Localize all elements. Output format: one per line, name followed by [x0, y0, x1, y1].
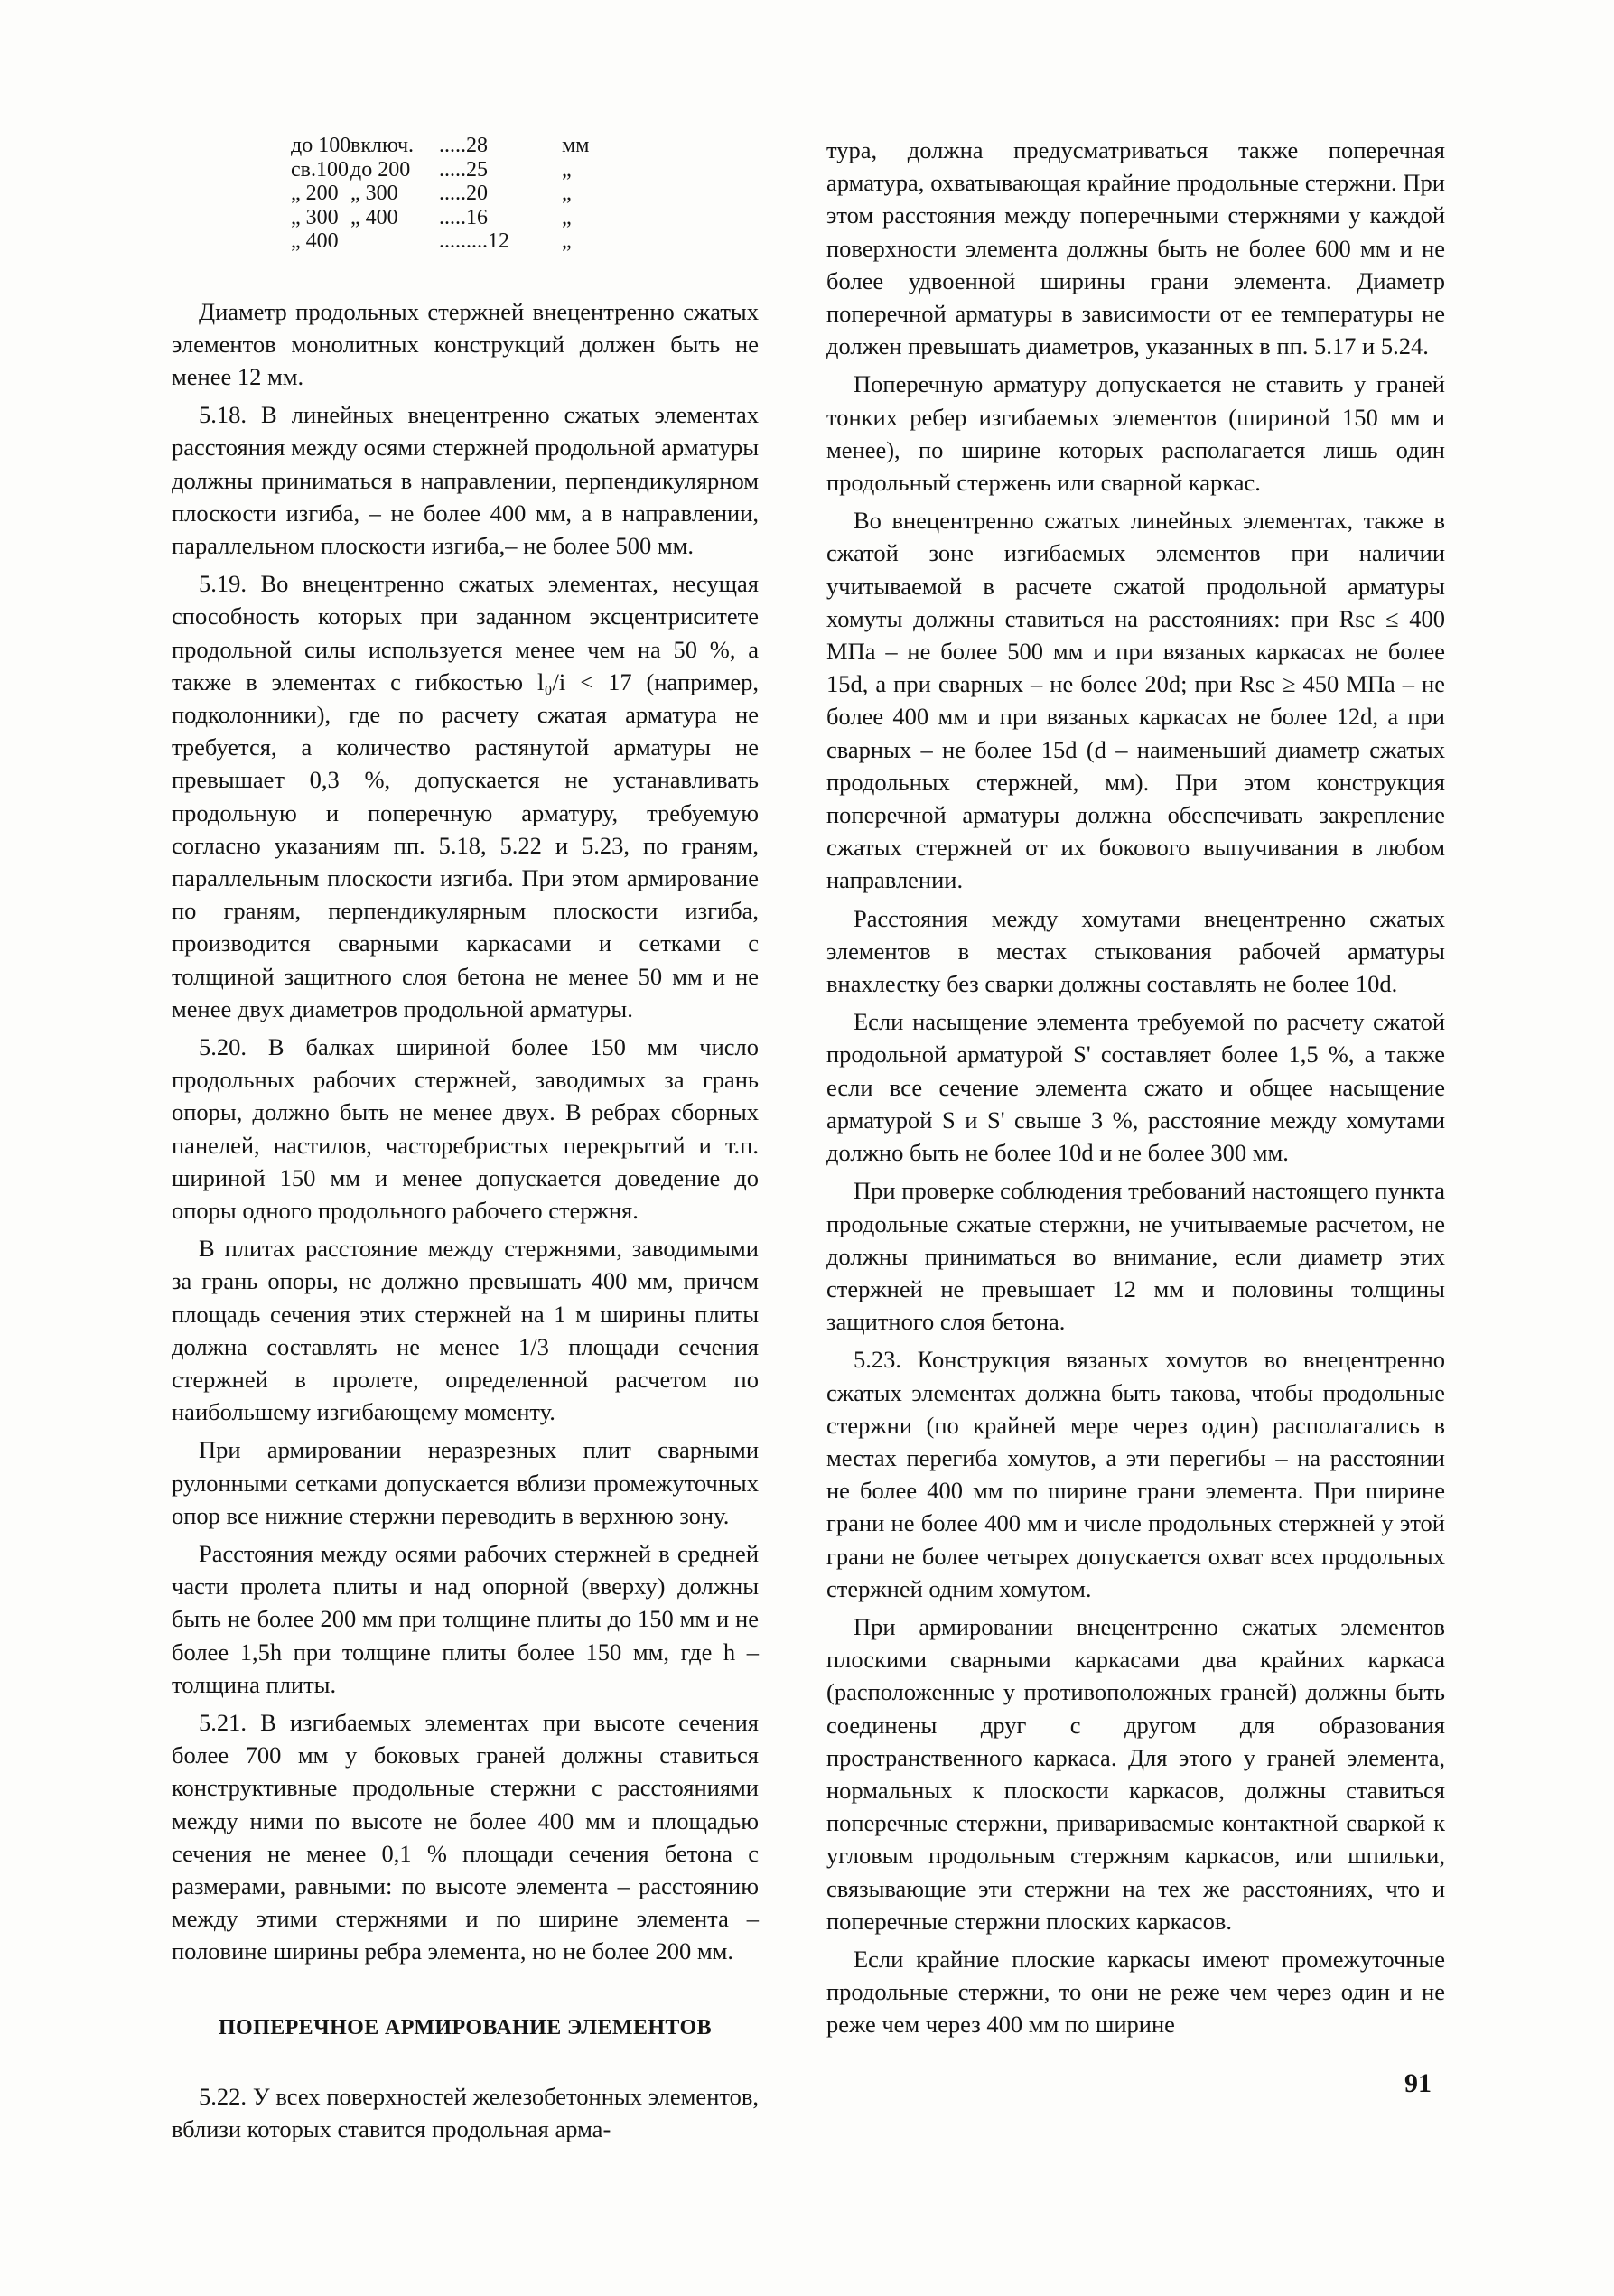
rebar-diameter-table: [291, 134, 759, 254]
paragraph: Если насыщение элемента требуемой по расчету сжатой продольной арматурой S' составляет более 1,5 %, а также если все сечение элемента сжато и общее насыщение арматурой S и S' свыше 3 %, расстояние между хомутами должно быть не более 10d и не более 300 мм.: [826, 1008, 1445, 1167]
paragraph: При армировании неразрезных плит сварными рулонными сетками допускается вблизи промежуточных опор все нижние стержни переводить в верхнюю зону.: [172, 1436, 759, 1529]
table-row: „ 300 „ 400 .....16 „: [291, 205, 572, 229]
table-row: св.100 до 200 .....25 „: [291, 157, 572, 182]
right-column: [826, 134, 1445, 2047]
page-number: 91: [1404, 2068, 1432, 2098]
paragraph: При проверке соблюдения требований настоящего пункта продольные сжатые стержни, не учитываемые расчетом, не должны приниматься во внимание, если диаметр этих стержней не превышает 12 мм и половины толщины защитного слоя бетона.: [826, 1177, 1445, 1336]
section-heading: ПОПЕРЕЧНОЕ АРМИРОВАНИЕ ЭЛЕМЕНТОВ: [218, 2015, 712, 2039]
table-row: „ 400 .........12 „: [291, 229, 572, 253]
left-column: [172, 134, 759, 2151]
paragraph-continued: тура, должна предусматриваться также поперечная арматура, охватывающая крайние продольные стержни. При этом расстояния между поперечными стержнями у каждой поверхности элемента должны быть не более 600 мм и не более удвоенной ширины грани элемента. Диаметр поперечной арматуры в зависимости от ее температуры не должен превышать диаметров, указанных в пп. 5.17 и 5.24.: [826, 136, 1445, 360]
paragraph: Диаметр продольных стержней внецентренно сжатых элементов монолитных конструкций должен быть не менее 12 мм.: [172, 297, 759, 390]
paragraph: Если крайние плоские каркасы имеют промежуточные продольные стержни, то они не реже чем через один и не реже чем через 400 мм по ширине: [826, 1945, 1445, 2039]
paragraph-5-18: 5.18. В линейных внецентренно сжатых элементах расстояния между осями стержней продольной арматуры должны приниматься в направлении, перпендикулярном плоскости изгиба, – не более 400 мм, а в направлении, параллельном плоскости изгиба,– не более 500 мм.: [172, 401, 759, 559]
paragraph: Расстояния между хомутами внецентренно сжатых элементов в местах стыкования рабочей арматуры внахлестку без сварки должны составлять не более 10d.: [826, 904, 1445, 998]
paragraph-5-19: 5.19. Во внецентренно сжатых элементах, несущая способность которых при заданном эксцентриситете продольной силы используется менее чем на 50 %, а также в элементах с гибкостью l₀/i < 17 (например, подколонники), где по расчету сжатая арматура не требуется, а количество растянутой арматуры не превышает 0,3 %, допускается не устанавливать продольную и поперечную арматуру, требуемую согласно указаниям пп. 5.18, 5.22 и 5.23, по граням, параллельным плоскости изгиба. При этом армирование по граням, перпендикулярным плоскости изгиба, производится сварными каркасами и сетками с толщиной защитного слоя бетона не менее 50 мм и не менее двух диаметров продольной арматуры.: [172, 570, 759, 1022]
paragraph-5-21: 5.21. В изгибаемых элементах при высоте сечения более 700 мм у боковых граней должны ставиться конструктивные продольные стержни с расстояниями между ними по высоте не более 400 мм и площадью сечения не менее 0,1 % площади сечения бетона с размерами, равными: по высоте элемента – расстоянию между этими стержнями и по ширине элемента – половине ширины ребра элемента, но не более 200 мм.: [172, 1709, 759, 1965]
paragraph: При армировании внецентренно сжатых элементов плоскими сварными каркасами два крайних каркаса (расположенные у противоположных граней) должны быть соединены друг с другом для образования пространственного каркаса. Для этого у граней элемента, нормальных к плоскости каркасов, должны ставиться поперечные стержни, привариваемые контактной сваркой к угловым продольным стержням каркасов, или шпильки, связывающие эти стержни на тех же расстояниях, что и поперечные стержни плоских каркасов.: [826, 1612, 1445, 1935]
paragraph: В плитах расстояние между стержнями, заводимыми за грань опоры, не должно превышать 400 мм, причем площадь сечения этих стержней на 1 м ширины плиты должна составлять не менее 1/3 площади сечения стержней в пролете, определенной расчетом по наибольшему изгибающему моменту.: [172, 1235, 759, 1426]
paragraph-5-20: 5.20. В балках шириной более 150 мм число продольных рабочих стержней, заводимых за грань опоры, должно быть не менее двух. В ребрах сборных панелей, настилов, часторебристых перекрытий и т.п. шириной 150 мм и менее допускается доведение до опоры одного продольного рабочего стержня.: [172, 1032, 759, 1224]
paragraph-5-23: 5.23. Конструкция вязаных хомутов во внецентренно сжатых элементах должна быть такова, чтобы продольные стержни (по крайней мере через один) располагались в местах перегиба хомутов, а эти перегибы – на расстоянии не более 400 мм по ширине грани элемента. При ширине грани не более 400 мм и числе продольных стержней у этой грани не более четырех допускается охват всех продольных стержней одним хомутом.: [826, 1346, 1445, 1602]
paragraph: Расстояния между осями рабочих стержней в средней части пролета плиты и над опорной (вверху) должны быть не более 200 мм при толщине плиты до 150 мм и не более 1,5h при толщине плиты более 150 мм, где h – толщина плиты.: [172, 1540, 759, 1698]
table-row: до 100 включ. .....28 мм: [291, 134, 590, 157]
paragraph-5-22: 5.22. У всех поверхностей железобетонных элементов, вблизи которых ставится продольная арма-: [172, 2082, 759, 2143]
paragraph: Поперечную арматуру допускается не ставить у граней тонких ребер изгибаемых элементов (шириной 150 мм и менее), по ширине которых располагается лишь один продольный стержень или сварной каркас.: [826, 370, 1445, 497]
table-row: „ 200 „ 300 .....20 „: [291, 182, 572, 205]
paragraph: Во внецентренно сжатых линейных элементах, также в сжатой зоне изгибаемых элементов при наличии учитываемой в расчете сжатой продольной арматуры хомуты должны ставиться на расстояниях: при Rsc ≤ 400 МПа – не более 500 мм и при вязаных каркасах не более 15d, а при сварных – не более 20d; при Rsc ≥ 450 МПа – не более 400 мм и при вязаных каркасах не более 12d, а при сварных – не более 15d (d – наименьший диаметр сжатых продольных стержней, мм). При этом конструкция поперечной арматуры должна обеспечивать закрепление сжатых стержней от их бокового выпучивания в любом направлении.: [826, 507, 1445, 894]
